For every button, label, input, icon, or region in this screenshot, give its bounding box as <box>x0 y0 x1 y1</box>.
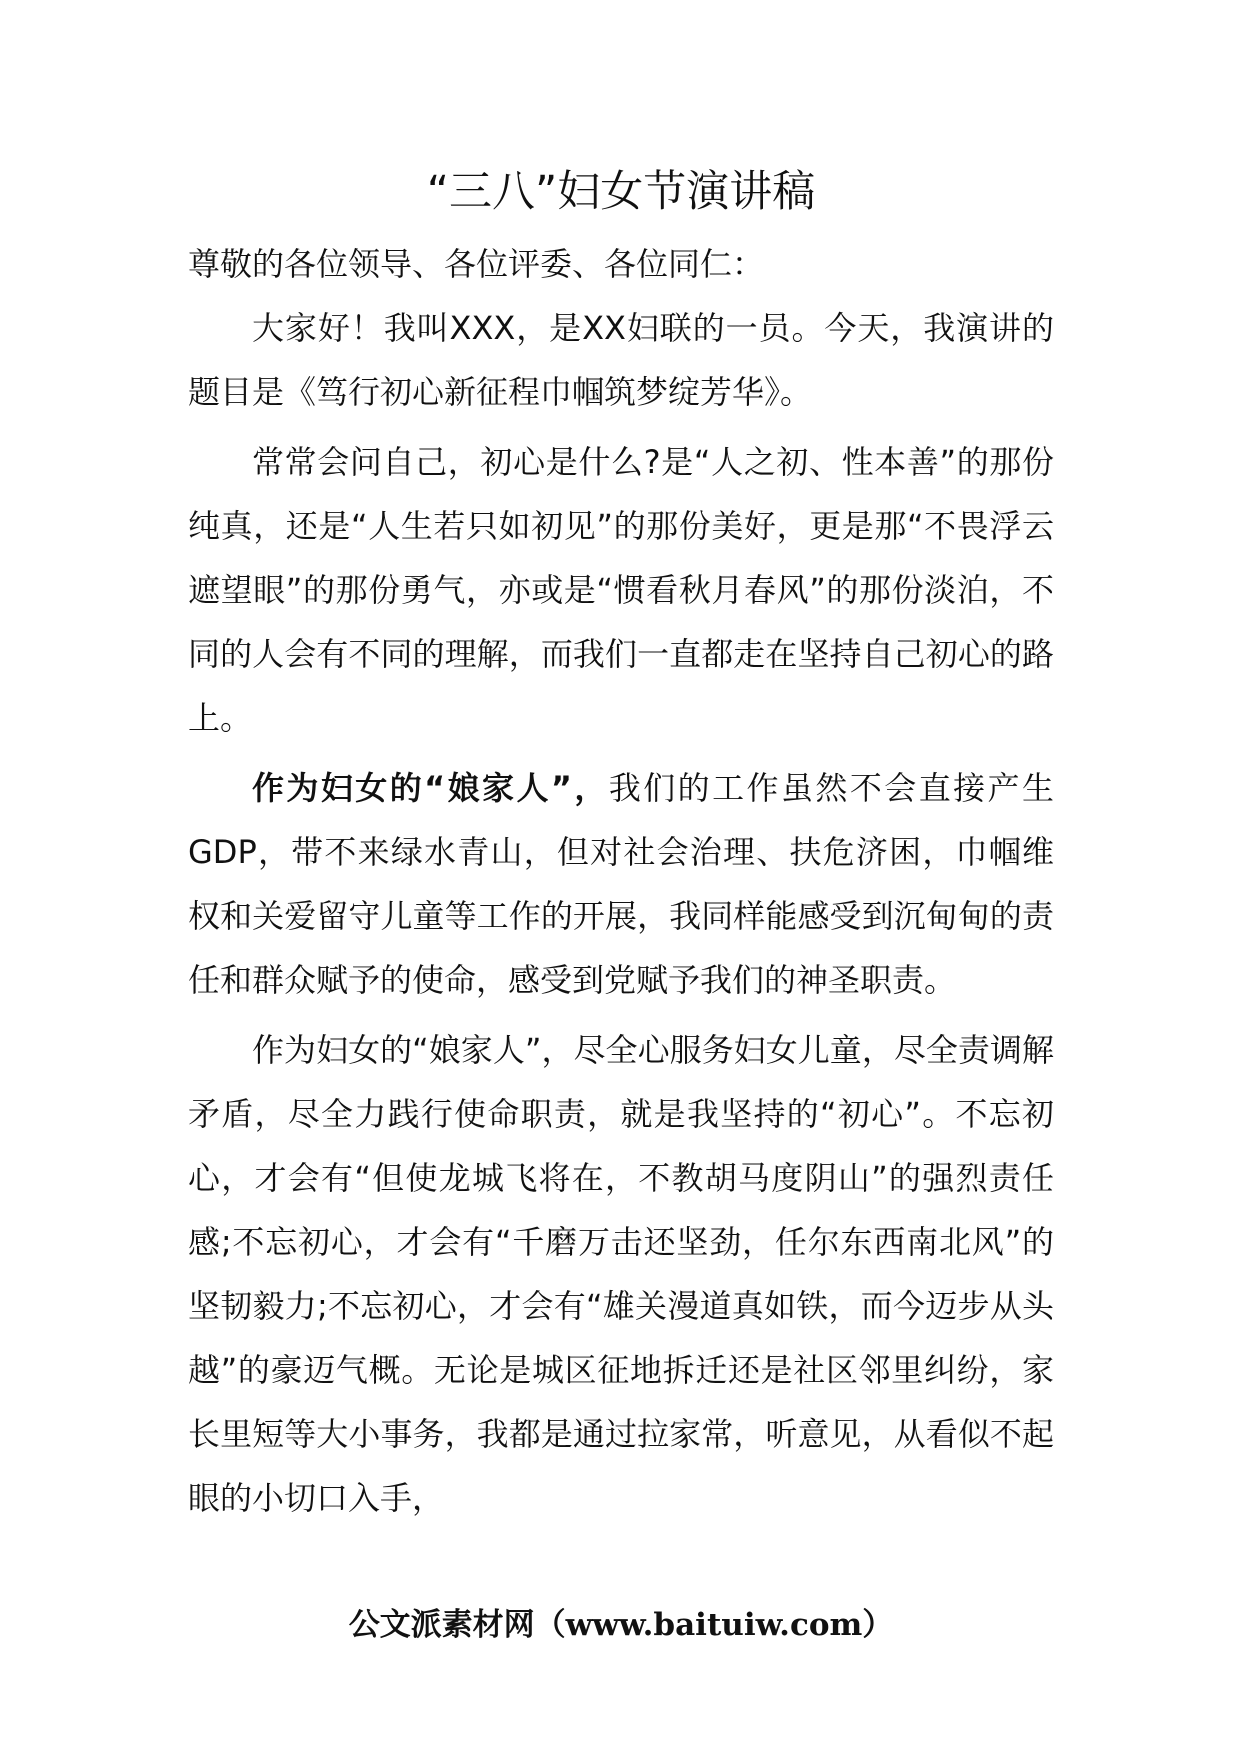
document-body <box>188 232 1054 1536</box>
footer-watermark: 公文派素材网（www.baituiw.com） <box>348 1607 894 1643</box>
paragraph-greeting: 大家好！我叫XXX，是XX妇联的一员。今天，我演讲的题目是《笃行初心新征程巾帼筑梦绽芳华》。 <box>188 309 1054 411</box>
paragraph-serving-women: 作为妇女的“娘家人”，尽全心服务妇女儿童，尽全责调解矛盾，尽全力践行使命职责，就是我坚持的“初心”。不忘初心，才会有“但使龙城飞将在，不教胡马度阴山”的强烈责任感;不忘初心，才会有“千磨万击还坚劲，任尔东西南北风”的坚韧毅力;不忘初心，才会有“雄关漫道真如铁，而今迈步从头越”的豪迈气概。无论是城区征地拆迁还是社区邻里纠纷，家长里短等大小事务，我都是通过拉家常，听意见，从看似不起眼的小切口入手， <box>188 1031 1054 1517</box>
document-title: “三八”妇女节演讲稿 <box>426 167 816 217</box>
paragraph-original-intention: 常常会问自己，初心是什么?是“人之初、性本善”的那份纯真，还是“人生若只如初见”的那份美好，更是那“不畏浮云遮望眼”的那份勇气，亦或是“惯看秋月春风”的那份淡泊，不同的人会有不同的理解，而我们一直都走在坚持自己初心的路上。 <box>188 443 1054 737</box>
paragraph-bold-lead: 作为妇女的“娘家人”， <box>252 769 609 807</box>
paragraph-maternal-family <box>188 756 1054 1012</box>
paragraph-body-text: 我们的工作虽然不会直接产生GDP，带不来绿水青山，但对社会治理、扶危济困，巾帼维权和关爱留守儿童等工作的开展，我同样能感受到沉甸甸的责任和群众赋予的使命，感受到党赋予我们的神圣职责。 <box>188 769 1054 999</box>
salutation: 尊敬的各位领导、各位评委、各位同仁： <box>188 245 765 283</box>
